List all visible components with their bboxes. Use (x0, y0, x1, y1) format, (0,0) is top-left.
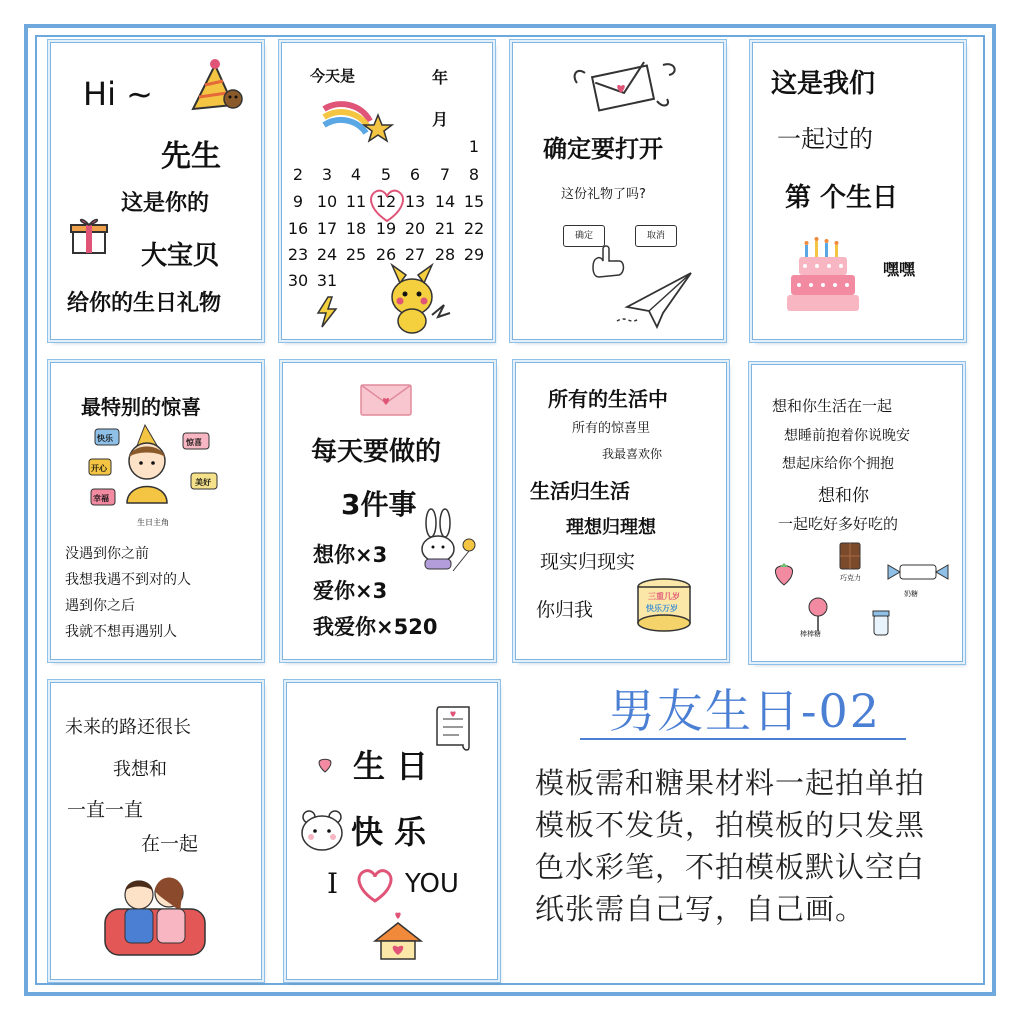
tag-joy: 开心 (91, 464, 107, 473)
confirm-open-title: 确定要打开 (543, 135, 663, 163)
card-long-road[interactable] (50, 682, 262, 980)
calendar-day[interactable]: 17 (316, 219, 338, 238)
calendar-day[interactable]: 6 (409, 165, 421, 184)
you-are-mine-line: 你归我 (536, 599, 594, 621)
card-calendar[interactable] (281, 42, 493, 340)
hi-text: Hi ~ (83, 75, 153, 113)
couple-sofa-icon (101, 869, 211, 969)
calendar-day[interactable]: 9 (292, 192, 304, 211)
template-title: 男友生日-02 (608, 684, 882, 738)
calendar-day[interactable]: 11 (345, 192, 367, 211)
heart-circle-icon (367, 187, 407, 223)
party-hat-bear-icon (185, 57, 245, 117)
you-text: YOU (405, 869, 459, 899)
reality-is-reality-line: 现实归现实 (540, 551, 636, 573)
line-after-you: 遇到你之后 (65, 598, 135, 614)
calendar-day[interactable]: 8 (468, 165, 480, 184)
calendar-day[interactable]: 3 (321, 165, 333, 184)
small-strawberry-icon (317, 757, 333, 773)
birthday-text: 生 日 (353, 747, 429, 785)
today-label: 今天是 (310, 67, 356, 85)
goodnight-line: 想睡前抱着你说晚安 (784, 428, 910, 444)
i-love-you-item: 我爱你×520 (313, 615, 438, 639)
chocolate-label: 巧克力 (840, 574, 861, 582)
i-want-line: 我想和 (113, 759, 167, 780)
long-road-line: 未来的路还很长 (65, 717, 191, 738)
together-line: 在一起 (141, 833, 199, 855)
live-together-line: 想和你生活在一起 (772, 397, 893, 415)
gift-box-icon (69, 215, 109, 255)
birthday-gift-text: 给你的生日礼物 (67, 291, 222, 316)
with-you-line: 想和你 (818, 486, 869, 506)
all-of-life-title: 所有的生活中 (548, 387, 668, 411)
card-special-surprise[interactable] (50, 362, 262, 660)
cancel-button[interactable]: 取消 (635, 225, 677, 247)
calendar-day[interactable]: 14 (434, 192, 456, 211)
this-is-your-text: 这是你的 (121, 191, 210, 216)
hehe-text: 嘿嘿 (883, 260, 916, 279)
pink-envelope-icon (359, 381, 413, 417)
calendar-day[interactable]: 16 (287, 219, 309, 238)
white-bear-icon (297, 807, 347, 853)
calendar-day[interactable]: 26 (375, 245, 397, 264)
cake-text-happy: 快乐万岁 (646, 604, 678, 613)
house-heart-icon (373, 909, 423, 961)
calendar-day[interactable]: 21 (434, 219, 456, 238)
card-open-gift[interactable] (512, 42, 724, 340)
calendar-day[interactable]: 28 (434, 245, 456, 264)
line-no-one-else: 我就不想再遇别人 (65, 624, 177, 640)
card-three-things[interactable] (282, 362, 494, 660)
calendar-day[interactable]: 10 (316, 192, 338, 211)
template-notice: 模板需和糖果材料一起拍单拍模板不发货，拍模板的只发黑色水彩笔，不拍模板默认空白纸张需自己写，自己画。 (535, 766, 926, 926)
calendar-day[interactable]: 20 (404, 219, 426, 238)
nth-birthday-text: 第 个生日 (785, 183, 899, 213)
life-is-life-line: 生活归生活 (530, 479, 630, 503)
calendar-day[interactable]: 30 (287, 271, 309, 290)
ideal-is-ideal-line: 理想归理想 (566, 517, 656, 538)
calendar-day[interactable]: 27 (404, 245, 426, 264)
eat-together-line: 一起吃好多好吃的 (778, 515, 899, 533)
sir-text: 先生 (161, 139, 221, 174)
heart-icon (355, 867, 395, 903)
calendar-day[interactable]: 13 (404, 192, 426, 211)
milk-candy-label: 奶糖 (904, 590, 918, 598)
forever-line: 一直一直 (67, 799, 144, 821)
candy-icon (888, 561, 948, 583)
big-baby-text: 大宝贝 (141, 241, 220, 271)
strawberry-icon (772, 563, 796, 587)
spent-together-text: 一起过的 (777, 125, 873, 153)
happy-text: 快 乐 (351, 813, 427, 851)
card-all-of-life[interactable] (515, 362, 727, 660)
calendar-day[interactable]: 1 (468, 137, 480, 156)
gift-question-text: 这份礼物了吗? (561, 187, 646, 202)
calendar-day[interactable]: 31 (316, 271, 338, 290)
card-birthday-count[interactable] (752, 42, 964, 340)
daily-todo-title: 每天要做的 (311, 437, 442, 467)
tag-happy: 快乐 (97, 434, 113, 443)
calendar-day[interactable]: 22 (463, 219, 485, 238)
this-is-us-text: 这是我们 (771, 69, 876, 99)
tag-nice: 美好 (195, 478, 211, 487)
calendar-day[interactable]: 15 (463, 192, 485, 211)
birthday-star-caption: 生日主角 (137, 518, 169, 527)
special-surprise-title: 最特别的惊喜 (81, 395, 201, 419)
cake-text-age: 三重几岁 (648, 592, 680, 601)
chocolate-icon (838, 541, 862, 571)
birthday-cake-icon (785, 235, 865, 315)
lollipop-label: 棒棒糖 (800, 630, 821, 638)
line-thought-none: 我想我遇不到对的人 (65, 572, 191, 588)
pikachu-icon (362, 265, 452, 335)
winged-envelope-icon (571, 57, 681, 117)
calendar-day[interactable]: 23 (287, 245, 309, 264)
morning-hug-line: 想起床给你个拥抱 (782, 456, 894, 472)
calendar-day[interactable]: 24 (316, 245, 338, 264)
surprises-line: 所有的惊喜里 (572, 421, 651, 436)
card-live-with-you[interactable] (751, 364, 963, 662)
calendar-day[interactable]: 2 (292, 165, 304, 184)
calendar-day-circled[interactable]: 12 (375, 192, 397, 211)
calendar-day[interactable]: 18 (345, 219, 367, 238)
tag-bliss: 幸福 (93, 494, 109, 503)
line-before-you: 没遇到你之前 (65, 546, 149, 562)
miss-you-item: 想你×3 (313, 543, 388, 567)
lollipop-icon (806, 597, 830, 631)
card-hi-gift[interactable] (50, 42, 262, 340)
calendar-day[interactable]: 5 (380, 165, 392, 184)
tag-surprise: 惊喜 (186, 438, 202, 447)
calendar-day[interactable]: 25 (345, 245, 367, 264)
calendar-day[interactable]: 19 (375, 219, 397, 238)
bunny-balloon-icon (413, 515, 483, 585)
month-label: 月 (432, 110, 449, 129)
paper-plane-icon (613, 271, 703, 331)
title-underline (580, 738, 906, 740)
card-happy-birthday[interactable] (286, 682, 498, 980)
year-label: 年 (432, 68, 449, 87)
calendar-week-1 (284, 137, 493, 163)
lightning-icon (316, 297, 340, 327)
calendar-day[interactable]: 4 (350, 165, 362, 184)
love-you-item: 爱你×3 (313, 579, 388, 603)
letter-i: I (327, 867, 339, 900)
letter-scroll-icon (433, 703, 477, 753)
confirm-button[interactable]: 确定 (563, 225, 605, 247)
calendar-day[interactable]: 7 (439, 165, 451, 184)
like-you-most-line: 我最喜欢你 (602, 447, 663, 461)
three-things-title: 3件事 (341, 488, 417, 521)
calendar-day[interactable]: 29 (463, 245, 485, 264)
rainbow-star-icon (320, 95, 390, 139)
milk-jar-icon (870, 609, 892, 637)
